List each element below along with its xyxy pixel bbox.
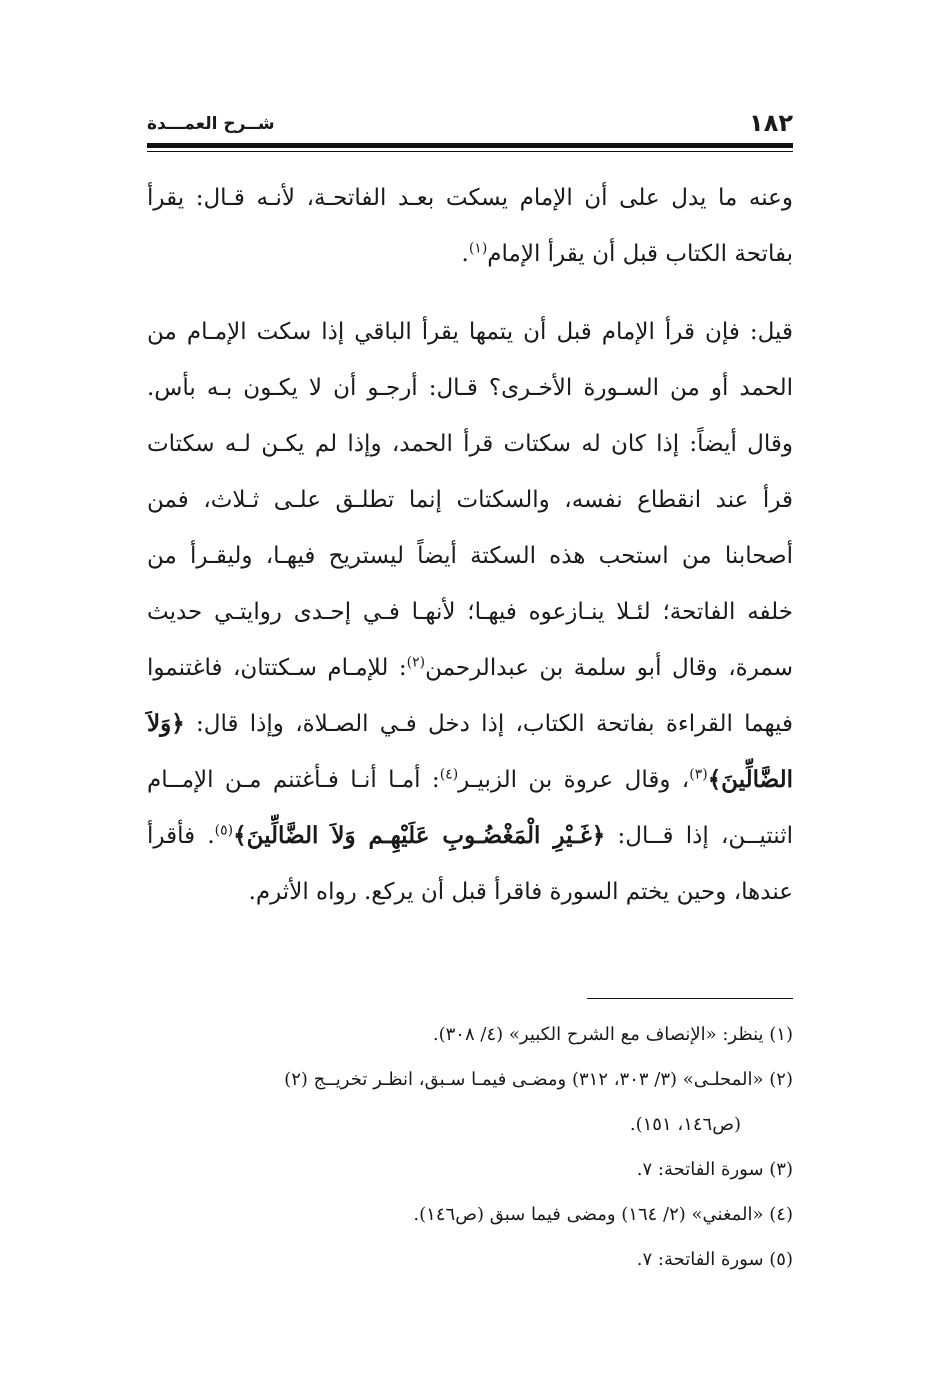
- footnotes: [147, 1012, 793, 1282]
- footnote-ref-1: (١): [468, 240, 488, 257]
- footnote-ref-4: (٤): [439, 766, 459, 783]
- paragraph-1-text: وعنه ما يدل على أن الإمام يسكت بعـد الفاتحـة، لأنـه قـال: يقرأ بفاتحة الكتاب قبل أن يقرأ الإمام: [147, 185, 793, 267]
- main-text: [147, 170, 793, 942]
- footnote-ref-3: (٣): [689, 766, 708, 783]
- paragraph-1: [147, 170, 793, 282]
- page-header: [147, 108, 793, 140]
- quran-verse-2: ﴿غَـيْرِ الْمَغْضُـوبِ عَلَيْهِـم وَلاَ الضَّالِّينَ﴾: [233, 822, 606, 849]
- paragraph-2-part-2: : للإمـام سـكتتان، فاغتنموا فيهما القراءة بفاتحة الكتاب، إذا دخل فـي الصـلاة، وإذا قال:: [147, 655, 793, 737]
- paragraph-1-end: .: [461, 241, 469, 267]
- page-number: ١٨٢: [749, 109, 793, 137]
- footnote-1: (١) ينظر: «الإنصاف مع الشرح الكبير» (٤/ ٣٠٨).: [432, 1024, 793, 1045]
- header-rule-thin: [147, 151, 793, 152]
- paragraph-2: [147, 304, 793, 920]
- footnote-5: (٥) سورة الفاتحة: ٧.: [636, 1249, 793, 1270]
- paragraph-2-part-3: ، وقال عروة بن الزبيـر: [458, 767, 690, 793]
- footnote-ref-2: (٢): [406, 654, 426, 671]
- footnote-2: [147, 1057, 793, 1147]
- footnote-2-text: (٢) «المحلـى» (٣/ ٣٠٣، ٣١٢) ومضـى فيمـا سـبق، انظـر تخريــج (٢): [284, 1069, 793, 1090]
- header-rule-thick: [147, 143, 793, 148]
- footnote-2-continuation: (ص١٤٦، ١٥١).: [629, 1114, 741, 1135]
- paragraph-2-part-5: . فأقرأ عندها، وحين يختم السورة فاقرأ قبل أن يركع. رواه الأثرم.: [147, 823, 793, 905]
- footnote-4: (٤) «المغني» (٢/ ١٦٤) ومضى فيما سبق (ص١٤٦).: [413, 1204, 793, 1225]
- footnote-ref-5: (٥): [214, 822, 234, 839]
- paragraph-2-part-4: : أمـا أنـا فـأغتنم مـن الإمــام اثنتيــن، إذا قــال:: [147, 767, 793, 849]
- running-title: شــرح العمـــدة: [147, 114, 275, 134]
- footnote-3: (٣) سورة الفاتحة: ٧.: [636, 1159, 793, 1180]
- quran-verse-1: ﴿وَلاَ الضَّالِّينَ﴾: [147, 710, 793, 793]
- footnote-separator: [587, 998, 793, 999]
- paragraph-2-part-1: قيل: فإن قرأ الإمام قبل أن يتمها يقرأ الباقي إذا سكت الإمـام من الحمد أو من السـورة الأخـرى؟ قـال: أرجـو أن لا يكـون بـه بأس. وقال أيضاً: إذا كان له سكتات قرأ الحمد، وإذا لم يكـن لـه سكتات قرأ عند انقطاع نفسه، والسكتات إنما تطلـق علـى ثـلاث، فمن أصحابنا من استحب هذه السكتة أيضاً ليستريح فيهـا، وليقـرأ من خلفه الفاتحة؛ لئـلا ينـازعوه فيهـا؛ لأنهـا فـي إحـدى روايتـي حديث سمرة، وقال أبو سلمة بن عبدالرحمن: [147, 319, 793, 681]
